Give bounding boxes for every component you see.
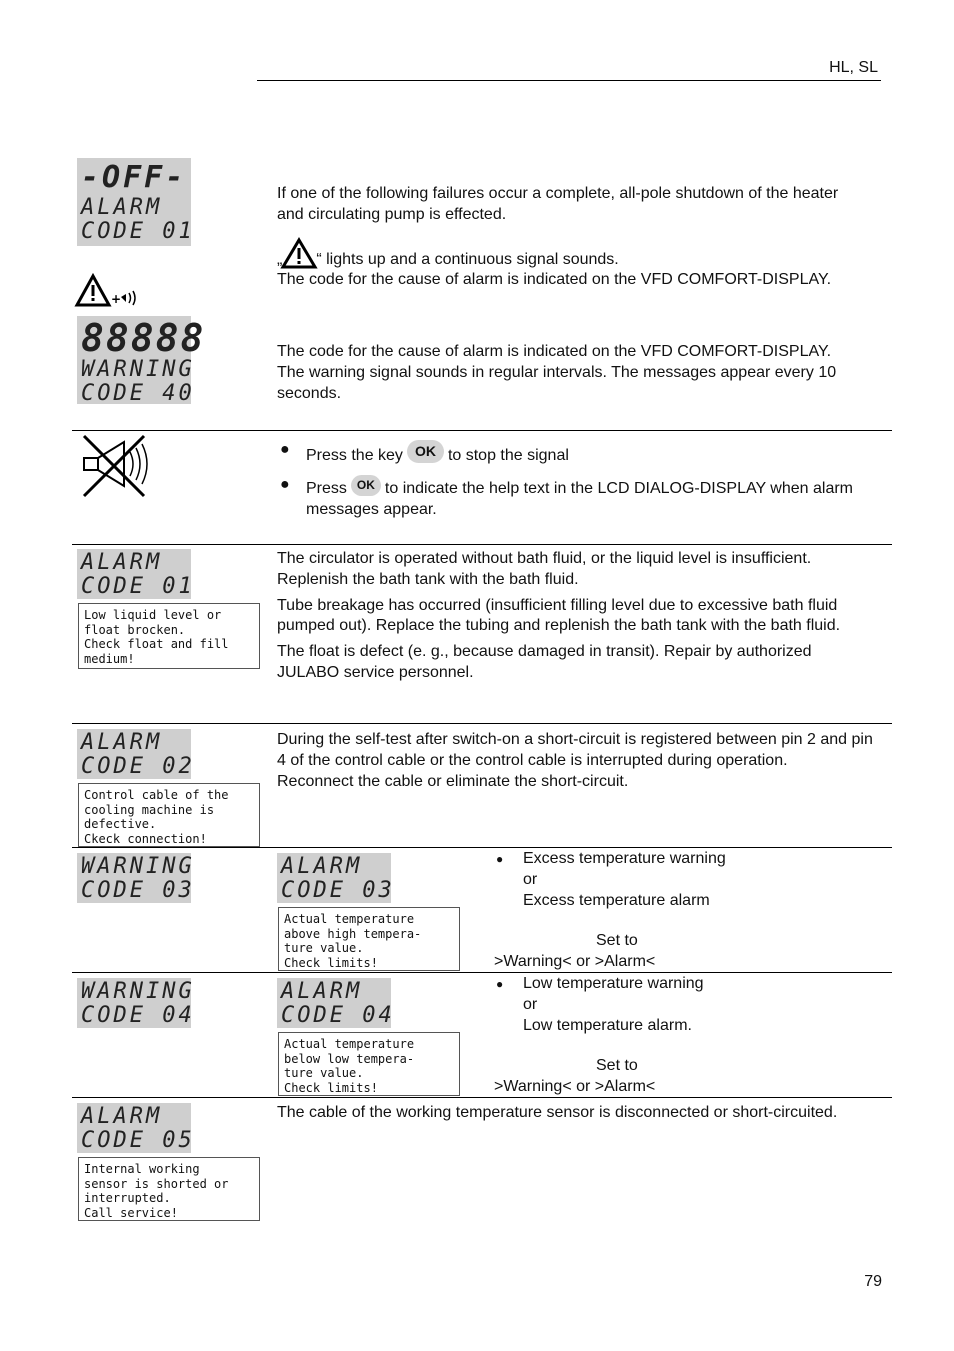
paragraph: Reconnect the cable or eliminate the short-circuit. [277,772,629,790]
quote-open: „ [277,250,283,268]
section-rule [72,430,892,431]
vfd-line: CODE 01 [81,574,195,599]
vfd-display-alarm-05 [77,1103,195,1153]
vfd-line: CODE 02 [81,754,195,779]
vfd-line: CODE 05 [81,1128,195,1153]
vfd-line: ALARM [281,854,363,879]
warning-triangle-icon [282,238,316,268]
vfd-line: WARNING [81,357,195,382]
or-text: or [523,870,538,888]
list-item [280,440,880,467]
vfd-line: CODE 40 [81,381,195,406]
paragraph: The circulator is operated without bath fluid, or the liquid level is insufficient. Replenish the bath tank with the bath fluid. [277,550,812,588]
lcd-dialog-display: Low liquid level or float brocken. Check float and fill medium! [78,603,260,669]
vfd-line: CODE 01 [81,219,195,244]
lights-up-line [277,238,857,271]
or-text: or [523,995,538,1013]
list-item [494,849,884,911]
bullet: ● [280,475,290,493]
header-title: HL, SL [829,59,878,76]
vfd-line: CODE 04 [81,1003,195,1028]
vfd-line: ALARM [81,730,163,755]
vfd-display-alarm-01 [77,549,195,599]
bullet-text: Excess temperature alarm [523,891,710,909]
vfd-line: WARNING [81,979,195,1004]
page-number: 79 [864,1273,882,1290]
bullet-text: Low temperature alarm. [523,1016,692,1034]
section-rule [72,847,892,848]
bullet-text: Press [306,479,347,497]
warning-signal-icon [76,273,144,309]
bullet: ● [280,441,290,458]
bullet-text: Low temperature warning [523,975,704,992]
list-item [280,475,880,521]
vfd-code-text: The code for the cause of alarm is indicated on the VFD COMFORT-DISPLAY. [277,271,832,289]
mute-signal-icon [76,434,152,500]
code05-text: The cable of the working temperature sensor is disconnected or short-circuited. [277,1104,838,1121]
code03-text [494,849,884,973]
lcd-dialog-display: Actual temperature above high tempera- ture value. Check limits! [278,907,460,971]
bullet: ● [496,977,504,991]
vfd-line: ALARM [281,979,363,1004]
lcd-dialog-display: Control cable of the cooling machine is defective. Ckeck connection! [78,783,260,847]
vfd-line: 88888 [81,316,206,360]
code01-text [277,549,877,684]
paragraph: Tube breakage has occurred (insufficient filling level due to excessive bath fluid pumped out). Replace the tubing and replenish the bath tank with the bath fluid. [277,596,841,635]
shutdown-intro [277,184,857,291]
bullet-text: to stop the signal [447,447,569,464]
set-to-text: Set to [596,1057,638,1075]
ok-key-icon: OK [407,440,444,463]
lights-up-text: “ lights up and a continuous signal sounds. [316,250,619,268]
set-values-text: >Warning< or >Alarm< [494,953,656,971]
lcd-dialog-display: Internal working sensor is shorted or interrupted. Call service! [78,1157,260,1221]
vfd-line: -OFF- [81,160,187,195]
shutdown-para: If one of the following failures occur a complete, all-pole shutdown of the heater and circulating pump is effected. [277,185,839,223]
vfd-display-alarm-04 [277,978,395,1028]
svg-text:+: + [111,292,122,306]
bullet-text: to indicate the help text in the LCD DIALOG-DISPLAY when alarm messages appear. [306,479,853,518]
vfd-display-off-alarm [77,158,195,246]
vfd-display-warning [77,316,206,406]
section-rule [72,544,892,545]
bullet-text: Press the key [306,447,403,464]
section-rule [72,972,892,973]
code04-text [494,974,884,1098]
vfd-line: WARNING [81,854,195,879]
paragraph: During the self-test after switch-on a short-circuit is registered between pin 2 and pin 4 of the control cable or the control cable is interrupted during operation. [277,731,873,769]
bullet-text: Excess temperature warning [523,850,726,867]
list-item [494,974,884,1036]
code02-text [277,730,877,792]
section-rule [72,1097,892,1098]
vfd-line: ALARM [81,1104,163,1129]
bullet: ● [496,852,504,866]
vfd-display-warning-03 [77,853,195,903]
vfd-line: ALARM [81,195,163,220]
vfd-display-warning-04 [77,978,195,1028]
vfd-line: CODE 03 [281,878,395,903]
section-rule [72,723,892,724]
set-values-text: >Warning< or >Alarm< [494,1078,656,1096]
vfd-line: ALARM [81,550,163,575]
vfd-display-alarm-02 [77,729,195,779]
header-rule [257,80,881,81]
set-to-text: Set to [596,932,638,950]
warning-text: The code for the cause of alarm is indicated on the VFD COMFORT-DISPLAY. The warning signal sounds in regular intervals. The messages appear every 10 seconds. [277,343,837,402]
vfd-line: CODE 04 [281,1003,395,1028]
vfd-display-alarm-03 [277,853,395,903]
ok-key-icon: OK [351,475,381,496]
paragraph: The float is defect (e. g., because damaged in transit). Repair by authorized JULABO service personnel. [277,643,812,681]
vfd-line: CODE 03 [81,878,195,903]
lcd-dialog-display: Actual temperature below low tempera- ture value. Check limits! [278,1032,460,1096]
signal-instructions [280,440,880,520]
